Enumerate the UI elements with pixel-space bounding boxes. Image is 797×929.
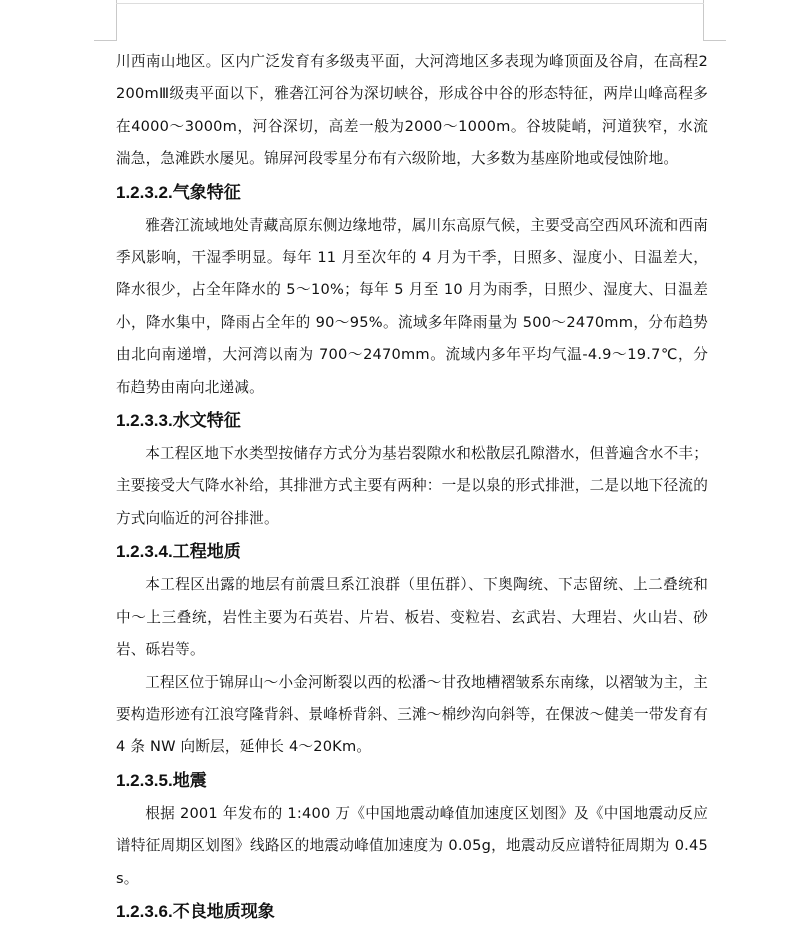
body-paragraph: 工程区位于锦屏山～小金河断裂以西的松潘～甘孜地槽褶皱系东南缘，以褶皱为主，主要构造形迹有江浪穹隆背斜、景峰桥背斜、三滩～棉纱沟向斜等，在倮波～健美一带发育有4 条 NW 向断层，延伸长 4～20Km。 <box>116 673 708 756</box>
section-heading: 1.2.3.5.地震 <box>116 770 207 790</box>
body-paragraph: 川西南山地区。区内广泛发育有多级夷平面，大河湾地区多表现为峰顶面及谷肩，在高程2200mⅢ级夷平面以下，雅砻江河谷为深切峡谷，形成谷中谷的形态特征，两岸山峰高程多在4000～3000m，河谷深切，高差一般为2000～1000m。谷坡陡峭，河道狭窄，水流湍急，急滩跌水屡见。锦屏河段零星分布有六级阶地，大多数为基座阶地或侵蚀阶地。 <box>116 53 708 168</box>
body-paragraph: 本工程区地下水类型按储存方式分为基岩裂隙水和松散层孔隙潜水，但普遍含水不丰；主要接受大气降水补给，其排泄方式主要有两种：一是以泉的形式排泄，二是以地下径流的方式向临近的河谷排泄。 <box>116 445 708 527</box>
section-heading: 1.2.3.4.工程地质 <box>116 542 241 562</box>
body-paragraph: 雅砻江流域地处青藏高原东侧边缘地带，属川东高原气候，主要受高空西风环流和西南季风影响，干湿季明显。每年 11 月至次年的 4 月为干季，日照多、湿度小、日温差大，降水很少，占全年降水的 5～10%；每年 5 月至 10 月为雨季，日照少、湿度大、日温差小，降水集中，降雨占全年的 90～95%。流域多年降雨量为 500～2470mm，分布趋势由北向南递增，大河湾以南为 700～2470mm。流域内多年平均气温-4.9～19.7℃，分布趋势由南向北递减。 <box>116 216 708 396</box>
page-top-edge-line <box>116 3 704 4</box>
body-paragraph: 本工程区出露的地层有前震旦系江浪群（里伍群）、下奥陶统、下志留统、上二叠统和中～上三叠统，岩性主要为石英岩、片岩、板岩、变粒岩、玄武岩、大理岩、火山岩、砂岩、砾岩等。 <box>116 576 708 659</box>
body-paragraph: 根据 2001 年发布的 1:400 万《中国地震动峰值加速度区划图》及《中国地震动反应谱特征周期区划图》线路区的地震动峰值加速度为 0.05g，地震动反应谱特征周期为 0.45s。 <box>116 804 708 887</box>
section-heading: 1.2.3.6.不良地质现象 <box>116 901 275 921</box>
page-corner-mark-right-vertical <box>703 0 704 40</box>
page-corner-mark-right-horizontal <box>703 40 726 41</box>
page-corner-mark-left-vertical <box>116 0 117 40</box>
section-heading: 1.2.3.2.气象特征 <box>116 182 241 202</box>
document-body <box>116 46 708 929</box>
section-heading: 1.2.3.3.水文特征 <box>116 411 241 431</box>
page-corner-mark-left-horizontal <box>94 40 117 41</box>
